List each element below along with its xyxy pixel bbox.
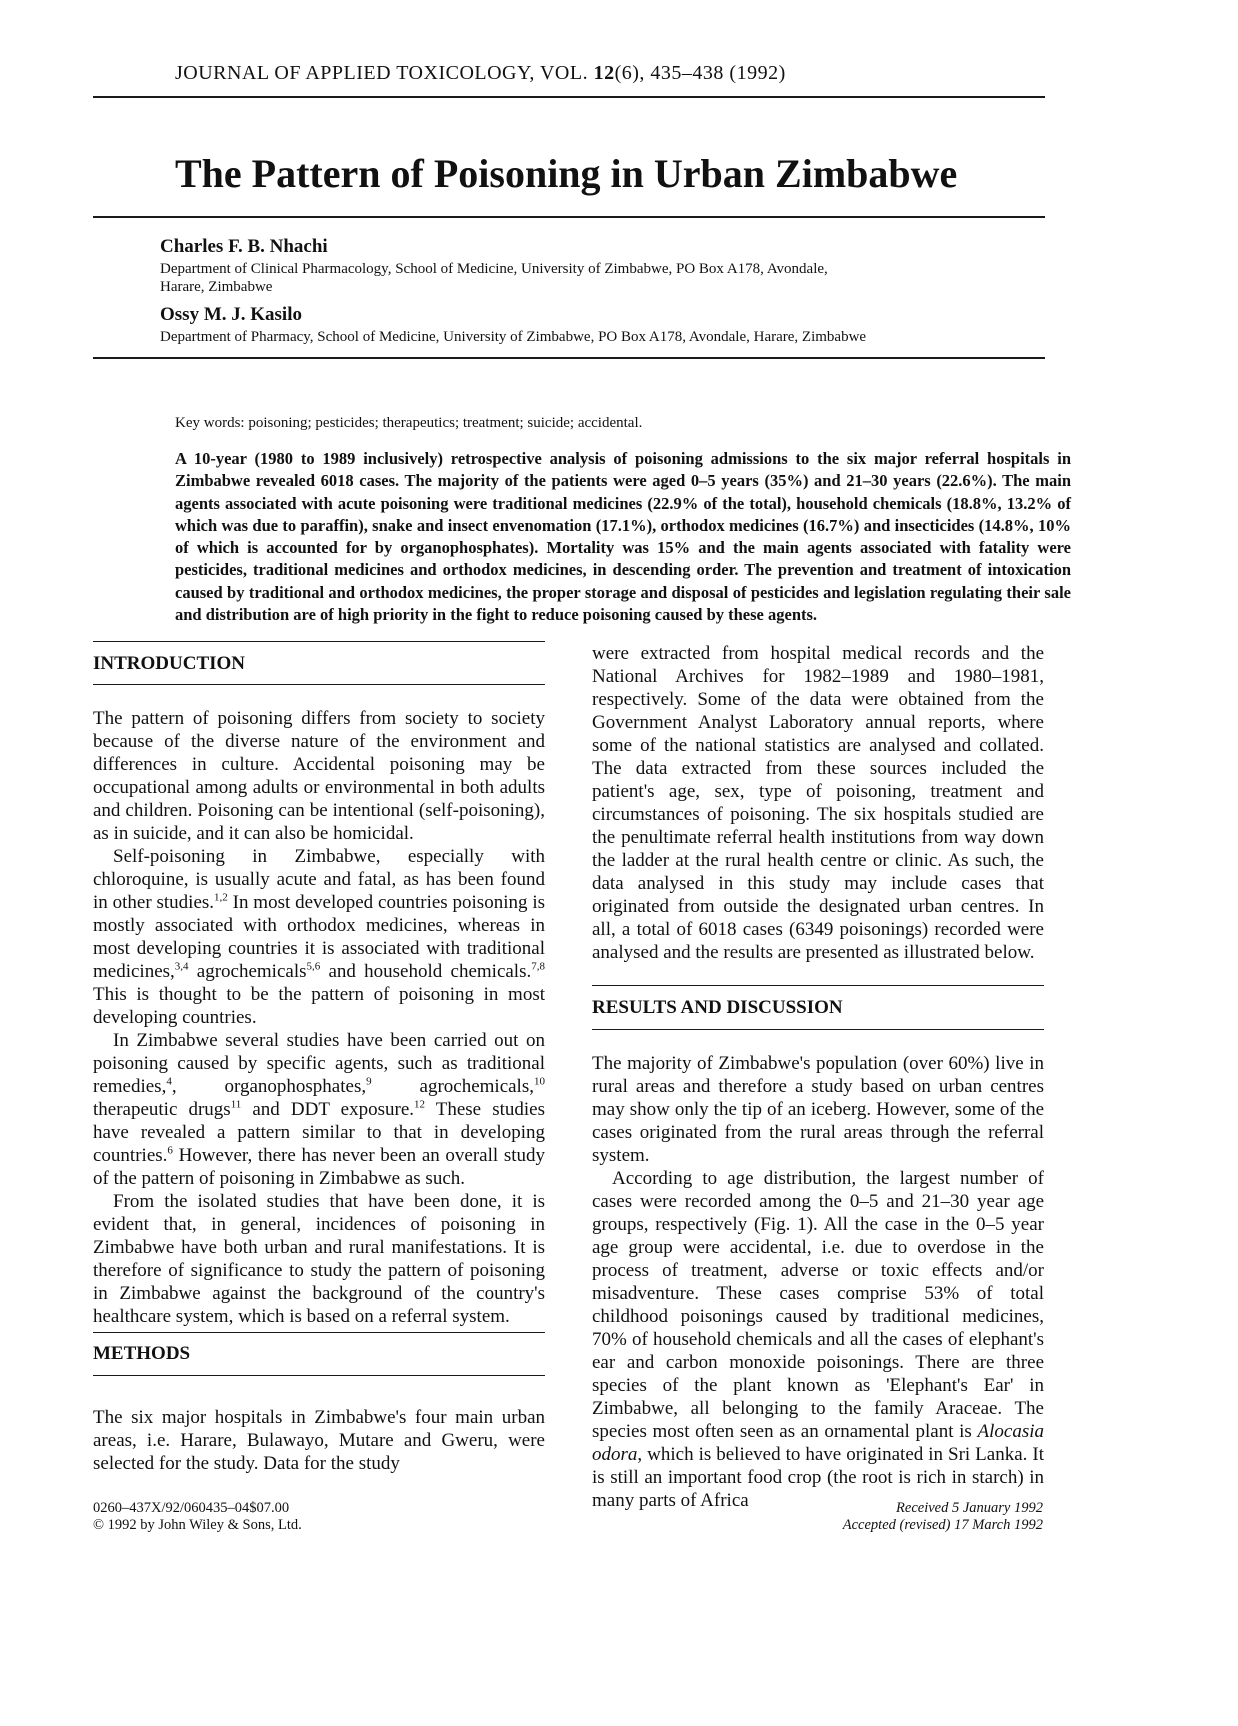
journal-suffix: (6), 435–438 (1992) [614, 62, 786, 84]
abstract: A 10-year (1980 to 1989 inclusively) retrospective analysis of poisoning admissions to the six major referral hospitals in Zimbabwe revealed 6018 cases. The majority of the patients were aged 0–5 years (35%) and 21–30 years (22.6%). The main agents associated with acute poisoning were traditional medicines (22.9% of the total), household chemicals (18.8%, 13.2% of which was due to paraffin), snake and insect envenomation (17.1%), orthodox medicines (16.7%) and insecticides (14.8%, 10% of which is accounted for by organophosphates). Mortality was 15% and the main agents associated with fatality were pesticides, traditional medicines and orthodox medicines, in descending order. The prevention and treatment of intoxication caused by traditional and orthodox medicines, the proper storage and disposal of pesticides and legislation regulating their sale and distribution are of high priority in the fight to reduce poisoning caused by these agents. [175, 449, 1071, 625]
results-bottom-rule [592, 1029, 1044, 1030]
introduction-body [93, 707, 545, 1328]
intro-paragraph-4: From the isolated studies that have been done, it is evident that, in general, incidences of poisoning in Zimbabwe have both urban and rural manifestations. It is therefore of significance to study the pattern of poisoning in Zimbabwe against the background of the country's healthcare system, which is based on a referral system. [93, 1191, 545, 1327]
section-heading-results: RESULTS AND DISCUSSION [592, 997, 843, 1018]
results-paragraph-1: The majority of Zimbabwe's population (over 60%) live in rural areas and therefore a study based on urban centres may show only the tip of an iceberg. However, some of the cases originated from the rural areas through the referral system. [592, 1053, 1044, 1166]
intro-paragraph-1: The pattern of poisoning differs from society to society because of the diverse nature of the environment and differences in culture. Accidental poisoning may be occupational among adults or environmental in both adults and children. Poisoning can be intentional (self-poisoning), as in suicide, and it can also be homicidal. [93, 708, 545, 844]
section-heading-methods: METHODS [93, 1343, 191, 1364]
journal-prefix: JOURNAL OF APPLIED TOXICOLOGY, VOL. [175, 62, 594, 84]
methods-bottom-rule [93, 1375, 545, 1376]
author-1-affiliation-line-2: Harare, Zimbabwe [160, 279, 273, 295]
article-title: The Pattern of Poisoning in Urban Zimbabwe [175, 151, 958, 196]
journal-volume: 12 [593, 62, 615, 84]
author-2-name: Ossy M. J. Kasilo [160, 304, 302, 325]
results-top-rule [592, 985, 1044, 986]
intro-paragraph-3: In Zimbabwe several studies have been carried out on poisoning caused by specific agents, such as traditional remedies,$^4$, organophosphates,$^9$ agrochemicals,$^{10}$ therapeutic drugs$^{11}$ and DDT exposure.$^{12}$ These studies have revealed a pattern similar to that in developing countries.$^6$ However, there has never been an overall study of the pattern of poisoning in Zimbabwe as such. [93, 1030, 545, 1189]
methods-top-rule [93, 1332, 545, 1333]
author-1-affiliation-line-1: Department of Clinical Pharmacology, School of Medicine, University of Zimbabwe, PO Box A178, Avondale, [160, 261, 828, 277]
author-2-affiliation: Department of Pharmacy, School of Medicine, University of Zimbabwe, PO Box A178, Avondale, Harare, Zimbabwe [160, 329, 867, 345]
keywords: Key words: poisoning; pesticides; therapeutics; treatment; suicide; accidental. [175, 415, 643, 431]
header-rule [93, 96, 1045, 98]
intro-paragraph-2: Self-poisoning in Zimbabwe, especially with chloroquine, is usually acute and fatal, as has been found in other studies.$^{1,2}$ In most developed countries poisoning is mostly associated with orthodox medicines, whereas in most developing countries it is associated with traditional medicines,$^{3,4}$ agrochemicals$^{5,6}$ and household chemicals.$^{7,8}$ This is thought to be the pattern of poisoning in most developing countries. [93, 846, 545, 1028]
results-body [592, 1052, 1044, 1512]
results-paragraph-2: According to age distribution, the largest number of cases were recorded among the 0–5 and 21–30 year age groups, respectively (Fig. 1). All the case in the 0–5 year age group were accidental, i.e. due to overdose in the process of treatment, adverse or toxic effects and/or misadventure. These cases comprise 53% of total childhood poisonings caused by traditional medicines, 70% of household chemicals and all the cases of elephant's ear and carbon monoxide poisonings. There are three species of the plant known as 'Elephant's Ear' in Zimbabwe, all belonging to the family Araceae. The species most often seen as an ornamental plant is Alocasia odora, which is believed to have originated in Sri Lanka. It is still an important food crop (the root is rich in starch) in many parts of Africa [592, 1168, 1044, 1511]
intro-top-rule [93, 641, 545, 642]
received-date: Received 5 January 1992 [896, 1500, 1043, 1516]
accepted-date: Accepted (revised) 17 March 1992 [842, 1517, 1043, 1533]
methods-body [93, 1406, 545, 1475]
intro-bottom-rule [93, 684, 545, 685]
section-heading-introduction: INTRODUCTION [93, 653, 246, 674]
article-code: 0260–437X/92/060435–04$07.00 [93, 1500, 290, 1516]
methods-paragraph-continued: were extracted from hospital medical records and the National Archives for 1982–1989 and 1980–1981, respectively. Some of the data were obtained from the Government Analyst Laboratory annual reports, where some of the national statistics are analysed and collated. The data extracted from these sources included the patient's age, sex, type of poisoning, treatment and circumstances of poisoning. The six hospitals studied are the penultimate referral health institutions from way down the ladder at the rural health centre or clinic. As such, the data analysed in this study may include cases that originated from outside the designated urban centres. In all, a total of 6018 cases (6349 poisonings) recorded were analysed and the results are presented as illustrated below. [592, 643, 1044, 963]
footer-right [843, 1500, 1043, 1534]
copyright-notice: © 1992 by John Wiley & Sons, Ltd. [93, 1517, 302, 1533]
author-1-name: Charles F. B. Nhachi [160, 236, 328, 257]
author-1-affiliation [160, 260, 1040, 296]
title-rule [93, 216, 1045, 218]
authors-rule [93, 357, 1045, 359]
methods-paragraph-1: The six major hospitals in Zimbabwe's four main urban areas, i.e. Harare, Bulawayo, Mutare and Gweru, were selected for the study. Data for the study [93, 1407, 545, 1474]
species-name: Alocasia odora [592, 1421, 1044, 1465]
journal-citation [175, 62, 786, 85]
methods-continued-body [592, 642, 1044, 964]
footer-left [93, 1500, 302, 1534]
